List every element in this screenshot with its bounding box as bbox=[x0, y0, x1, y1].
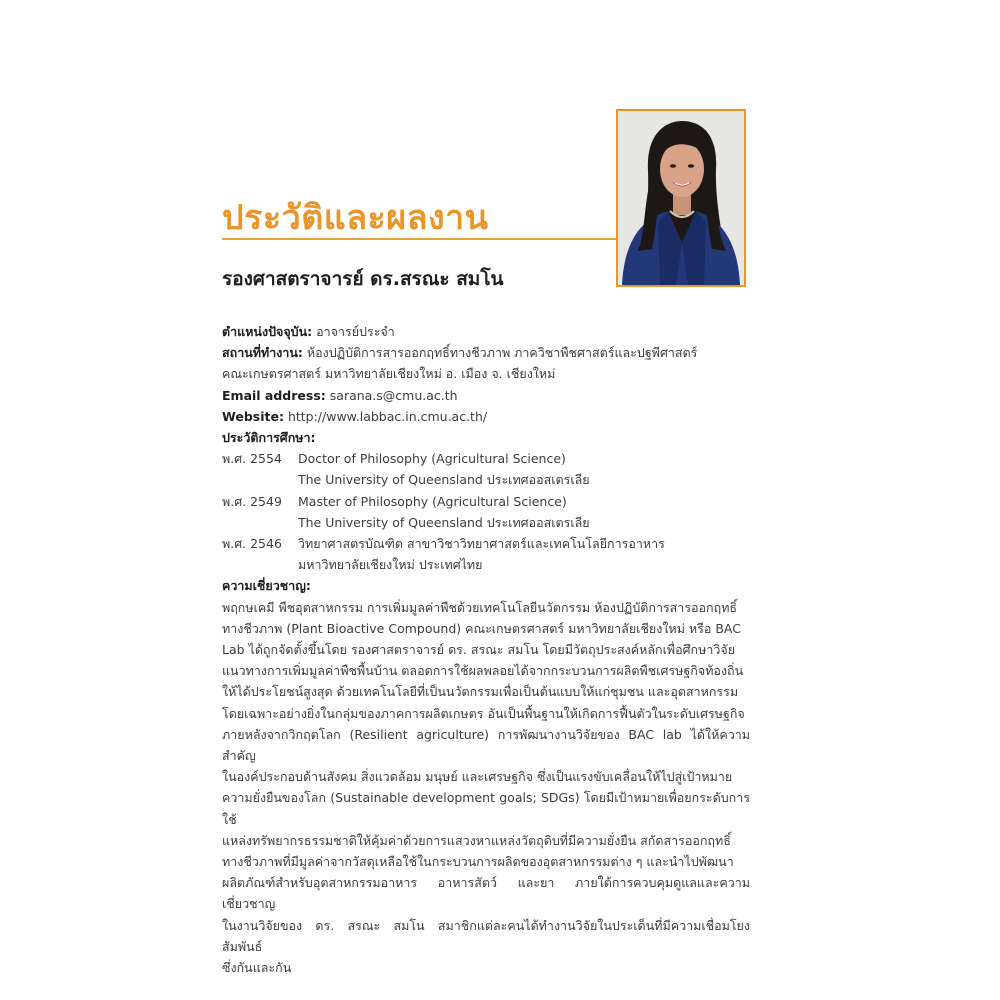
workplace-label: สถานที่ทำงาน: bbox=[222, 345, 303, 361]
person-name: รองศาสตราจารย์ ดร.สรณะ สมโน bbox=[222, 268, 504, 290]
website bbox=[222, 406, 750, 427]
expertise-line: ความยั่งยืนของโลก (Sustainable development goals; SDGs) โดยมีเป้าหมายเพื่อยกระดับการใช้ bbox=[222, 790, 750, 827]
current-position bbox=[222, 321, 750, 342]
expertise-line: ในงานวิจัยของ ดร. สรณะ สมโน สมาชิกแต่ละคนได้ทำงานวิจัยในประเด็นที่มีความเชื่อมโยงสัมพันธ์ bbox=[222, 917, 750, 954]
education-institution: The University of Queensland ประเทศออสเตรเลีย bbox=[298, 472, 590, 488]
workplace-value-line1: ห้องปฏิบัติการสารออกฤทธิ์ทางชีวภาพ ภาควิชาพืชศาสตร์และปฐพีศาสตร์ bbox=[306, 345, 698, 361]
education-institution: มหาวิทยาลัยเชียงใหม่ ประเทศไทย bbox=[298, 557, 483, 573]
expertise-line: ภายหลังจากวิกฤตโลก (Resilient agriculture) การพัฒนางานวิจัยของ BAC lab ได้ให้ความสำคัญ bbox=[222, 726, 750, 764]
expertise-line: ให้ได้ประโยชน์สูงสุด ด้วยเทคโนโลยีที่เป็นนวัตกรรมเพื่อเป็นต้นแบบให้แก่ชุมชน และอุตสาหกรรม bbox=[222, 684, 739, 700]
page-title: ประวัติและผลงาน bbox=[222, 198, 489, 238]
expertise-line: ทางชีวภาพที่มีมูลค่าจากวัสดุเหลือใช้ในกระบวนการผลิตของอุตสาหกรรมต่าง ๆ และนำไปพัฒนา bbox=[222, 854, 734, 870]
expertise-line: ซึ่งกันและกัน bbox=[222, 960, 292, 976]
education-institution: The University of Queensland ประเทศออสเตรเลีย bbox=[298, 514, 590, 530]
expertise-line: ผลิตภัณฑ์สำหรับอุตสาหกรรมอาหาร อาหารสัตว์ และยา ภายใต้การควบคุมดูแลและความเชี่ยวชาญ bbox=[222, 875, 750, 912]
position-label: ตำแหน่งปัจจุบัน: bbox=[222, 324, 313, 339]
education-item bbox=[222, 491, 750, 533]
education-year: พ.ศ. 2546 bbox=[222, 536, 282, 552]
expertise-line: แนวทางการเพิ่มมูลค่าพืชพื้นบ้าน ตลอดการใช้ผลพลอยได้จากกระบวนการผลิตพืชเศรษฐกิจท้องถิ่น bbox=[222, 663, 744, 679]
education-degree: Master of Philosophy (Agricultural Science) bbox=[298, 493, 567, 509]
profile-photo bbox=[616, 109, 746, 287]
education-item bbox=[222, 533, 750, 575]
expertise-heading: ความเชี่ยวชาญ: bbox=[222, 578, 311, 594]
workplace bbox=[222, 342, 750, 363]
expertise-line: แหล่งทรัพยากรธรรมชาติให้คุ้มค่าด้วยการแสวงหาแหล่งวัตถุดิบที่มีความยั่งยืน สกัดสารออกฤทธิ์ bbox=[222, 832, 731, 848]
portrait-illustration bbox=[618, 111, 744, 285]
position-value: อาจารย์ประจำ bbox=[316, 324, 395, 339]
education-year: พ.ศ. 2554 bbox=[222, 451, 282, 467]
title-underline bbox=[222, 238, 616, 240]
expertise-line: พฤกษเคมี พืชอุตสาหกรรม การเพิ่มมูลค่าพืชด้วยเทคโนโลยีนวัตกรรม ห้องปฏิบัติการสารออกฤทธิ์ bbox=[222, 599, 738, 615]
website-label: Website: bbox=[222, 408, 284, 424]
education-degree: Doctor of Philosophy (Agricultural Science) bbox=[298, 451, 566, 467]
workplace-line2: คณะเกษตรศาสตร์ มหาวิทยาลัยเชียงใหม่ อ. เมือง จ. เชียงใหม่ bbox=[222, 366, 556, 382]
education-heading: ประวัติการศึกษา: bbox=[222, 430, 316, 446]
expertise-line: ทางชีวภาพ (Plant Bioactive Compound) คณะเกษตรศาสตร์ มหาวิทยาลัยเชียงใหม่ หรือ BAC bbox=[222, 620, 741, 636]
email bbox=[222, 385, 750, 406]
education-item bbox=[222, 448, 750, 490]
education-year: พ.ศ. 2549 bbox=[222, 493, 282, 509]
email-value[interactable]: sarana.s@cmu.ac.th bbox=[329, 387, 458, 403]
email-label: Email address: bbox=[222, 387, 326, 403]
website-link[interactable]: http://www.labbac.in.cmu.ac.th/ bbox=[287, 408, 488, 424]
expertise-line: Lab ได้ถูกจัดตั้งขึ้นโดย รองศาสตราจารย์ ดร. สรณะ สมโน โดยมีวัตถุประสงค์หลักเพื่อศึกษาวิจัย bbox=[222, 642, 736, 658]
expertise-paragraph bbox=[222, 597, 750, 979]
expertise-line: ในองค์ประกอบด้านสังคม สิ่งแวดล้อม มนุษย์ และเศรษฐกิจ ซึ่งเป็นแรงขับเคลื่อนให้ไปสู่เป้าหมาย bbox=[222, 769, 733, 785]
profile-details bbox=[222, 321, 750, 978]
education-degree: วิทยาศาสตรบัณฑิต สาขาวิชาวิทยาศาสตร์และเทคโนโลยีการอาหาร bbox=[298, 536, 665, 552]
expertise-line: โดยเฉพาะอย่างยิ่งในกลุ่มของภาคการผลิตเกษตร อันเป็นพื้นฐานให้เกิดการฟื้นตัวในระดับเศรษฐกิจ bbox=[222, 705, 745, 721]
